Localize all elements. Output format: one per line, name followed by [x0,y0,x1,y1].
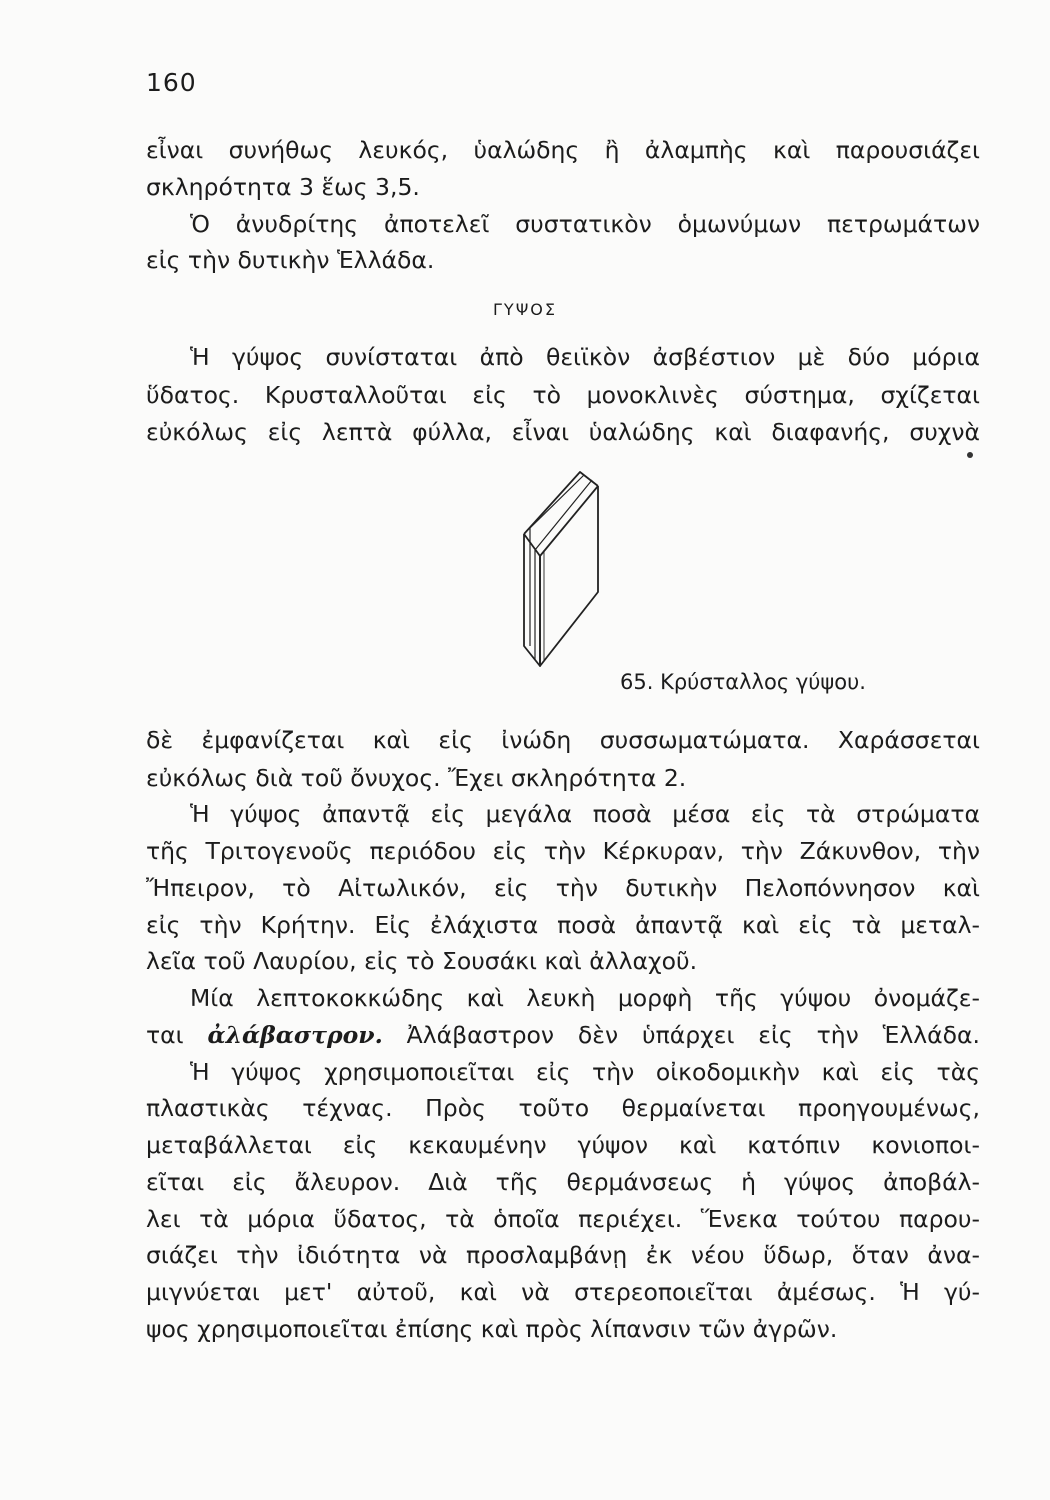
text-line: εὐκόλως εἰς λεπτὰ φύλλα, εἶναι ὑαλώδης καὶ διαφανής, συχνὰ [146,418,980,446]
page-number: 160 [146,68,197,97]
text-line: δὲ ἐμφανίζεται καὶ εἰς ἰνώδη συσσωματώματα. Χαράσσεται [146,726,980,754]
text-line: λεῖα τοῦ Λαυρίου, εἰς τὸ Σουσάκι καὶ ἀλλαχοῦ. [146,947,698,975]
term-alabaster: ἀλάβαστρον. [207,1021,383,1049]
text-line: τῆς Τριτογενοῦς περιόδου εἰς τὴν Κέρκυραν, τὴν Ζάκυνθον, τὴν [146,837,980,865]
text-line: λει τὰ μόρια ὕδατος, τὰ ὁποῖα περιέχει. Ἕνεκα τούτου παρου- [146,1205,980,1233]
text-line: μιγνύεται μετ' αὐτοῦ, καὶ νὰ στερεοποιεῖται ἀμέσως. Ἡ γύ- [146,1278,980,1306]
text-line: ὕδατος. Κρυσταλλοῦται εἰς τὸ μονοκλινὲς σύστημα, σχίζεται [146,381,980,409]
text-line: εῖται εἰς ἄλευρον. Διὰ τῆς θερμάνσεως ἡ γύψος ἀποβάλ- [146,1168,980,1196]
text-line: εὐκόλως διὰ τοῦ ὄνυχος. Ἔχει σκληρότητα 2. [146,764,687,792]
text-line: Μία λεπτοκοκκώδης καὶ λευκὴ μορφὴ τῆς γύψου ὀνομάζε- [190,984,980,1012]
section-heading: ΓΥΨΟΣ [493,300,557,319]
text-fragment: ται [146,1021,208,1049]
text-line-alabaster [146,1020,980,1050]
text-line: σιάζει τὴν ἰδιότητα νὰ προσλαμβάνῃ ἐκ νέου ὕδωρ, ὅταν ἀνα- [146,1241,980,1269]
text-line: σκληρότητα 3 ἕως 3,5. [146,173,420,201]
text-line: εἶναι συνήθως λευκός, ὑαλώδης ἢ ἀλαμπὴς καὶ παρουσιάζει [146,136,980,164]
text-line: μεταβάλλεται εἰς κεκαυμένην γύψον καὶ κατόπιν κονιοποι- [146,1131,980,1159]
text-fragment: Ἀλάβαστρον δὲν ὑπάρχει εἰς τὴν Ἑλλάδα. [382,1021,981,1049]
gypsum-crystal-figure [518,470,618,680]
text-line: εἰς τὴν δυτικὴν Ἑλλάδα. [146,246,435,274]
text-line: Ὁ ἀνυδρίτης ἀποτελεῖ συστατικὸν ὁμωνύμων πετρωμάτων [190,210,980,238]
ink-dot [967,452,973,458]
figure-caption: 65. Κρύσταλλος γύψου. [620,670,866,694]
text-line: πλαστικὰς τέχνας. Πρὸς τοῦτο θερμαίνεται προηγουμένως, [146,1094,980,1122]
text-line: εἰς τὴν Κρήτην. Εἰς ἐλάχιστα ποσὰ ἀπαντᾷ καὶ εἰς τὰ μεταλ- [146,911,980,939]
text-line: ψος χρησιμοποιεῖται ἐπίσης καὶ πρὸς λίπανσιν τῶν ἀγρῶν. [146,1315,838,1343]
text-line: Ἡ γύψος συνίσταται ἀπὸ θειϊκὸν ἀσβέστιον μὲ δύο μόρια [190,343,980,371]
text-line: Ἤπειρον, τὸ Αἰτωλικόν, εἰς τὴν δυτικὴν Πελοπόννησον καὶ [146,874,980,902]
text-line: Ἡ γύψος χρησιμοποιεῖται εἰς τὴν οἰκοδομικὴν καὶ εἰς τὰς [190,1058,980,1086]
text-line: Ἡ γύψος ἀπαντᾷ εἰς μεγάλα ποσὰ μέσα εἰς τὰ στρώματα [190,800,980,828]
